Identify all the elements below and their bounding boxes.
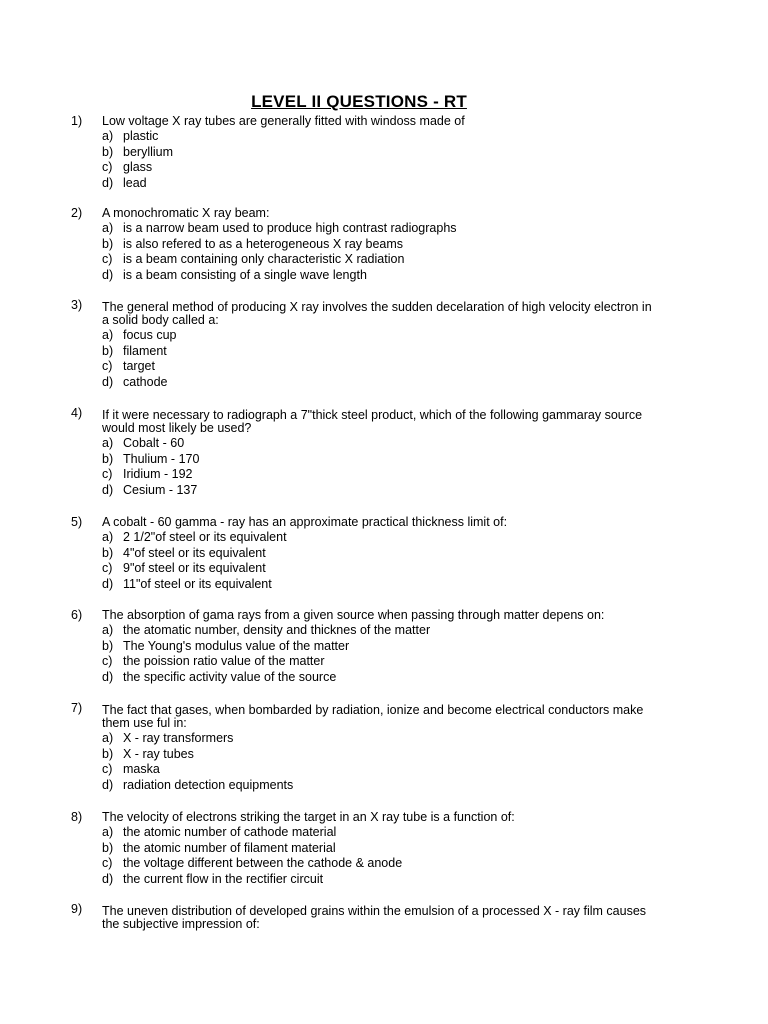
option-c: c) glass [102, 160, 153, 174]
question-number: 6) [71, 608, 83, 622]
option-c: c) the voltage different between the cathode & anode [102, 856, 403, 870]
option-a: a) plastic [102, 129, 159, 143]
option-a: a) 2 1/2"of steel or its equivalent [102, 530, 287, 544]
option-b: b) The Young's modulus value of the matter [102, 638, 350, 653]
question-text: The uneven distribution of developed grains within the emulsion of a processed X - ray film causes the subjective impression of: [102, 904, 647, 931]
option-c: c) the poission ratio value of the matter [102, 654, 325, 668]
option-c: c) Iridium - 192 [102, 467, 193, 481]
option-d: d) 11"of steel or its equivalent [102, 576, 272, 591]
option-a: a) the atomic number of cathode material [102, 825, 337, 839]
option-d: d) radiation detection equipments [102, 777, 294, 792]
option-b: b) is also refered to as a heterogeneous X ray beams [102, 236, 404, 251]
question-number: 8) [71, 810, 83, 824]
option-b: b) beryllium [102, 144, 174, 159]
question-text: The absorption of gama rays from a given source when passing through matter depens on: [102, 608, 605, 622]
question-number: 2) [71, 206, 83, 220]
option-c: c) maska [102, 762, 160, 776]
option-c: c) is a beam containing only characteristic X radiation [102, 252, 405, 266]
question-text: If it were necessary to radiograph a 7"thick steel product, which of the following gammaray source would most likely be used? [102, 408, 643, 435]
option-b: b) 4"of steel or its equivalent [102, 545, 266, 560]
question-text: The fact that gases, when bombarded by radiation, ionize and become electrical conductors make them use ful in: [102, 703, 644, 730]
question-text: Low voltage X ray tubes are generally fitted with windoss made of [102, 114, 465, 128]
option-b: b) Thulium - 170 [102, 451, 200, 466]
page-title: LEVEL II QUESTIONS - RT [251, 92, 467, 111]
option-a: a) X - ray transformers [102, 731, 234, 745]
option-d: d) the current flow in the rectifier circuit [102, 871, 324, 886]
question-number: 4) [71, 406, 83, 420]
option-d: d) is a beam consisting of a single wave length [102, 267, 367, 282]
option-d: d) the specific activity value of the source [102, 669, 337, 684]
option-b: b) the atomic number of filament material [102, 840, 336, 855]
option-b: b) filament [102, 343, 167, 358]
question-number: 9) [71, 902, 83, 916]
question-text: The velocity of electrons striking the target in an X ray tube is a function of: [102, 810, 515, 824]
question-number: 5) [71, 515, 83, 529]
option-a: a) the atomatic number, density and thicknes of the matter [102, 623, 431, 637]
question-text: A monochromatic X ray beam: [102, 206, 270, 220]
question-number: 3) [71, 298, 83, 312]
option-d: d) cathode [102, 374, 168, 389]
option-a: a) focus cup [102, 328, 177, 342]
option-c: c) target [102, 359, 155, 373]
question-text: The general method of producing X ray involves the sudden decelaration of high velocity electron in a solid body called a: [102, 300, 652, 327]
question-number: 7) [71, 701, 83, 715]
option-a: a) is a narrow beam used to produce high contrast radiographs [102, 221, 457, 235]
question-text: A cobalt - 60 gamma - ray has an approximate practical thickness limit of: [102, 515, 508, 529]
option-a: a) Cobalt - 60 [102, 436, 185, 450]
option-d: d) lead [102, 175, 147, 190]
option-c: c) 9"of steel or its equivalent [102, 561, 266, 575]
option-d: d) Cesium - 137 [102, 482, 198, 497]
question-number: 1) [71, 114, 83, 128]
option-b: b) X - ray tubes [102, 746, 194, 761]
